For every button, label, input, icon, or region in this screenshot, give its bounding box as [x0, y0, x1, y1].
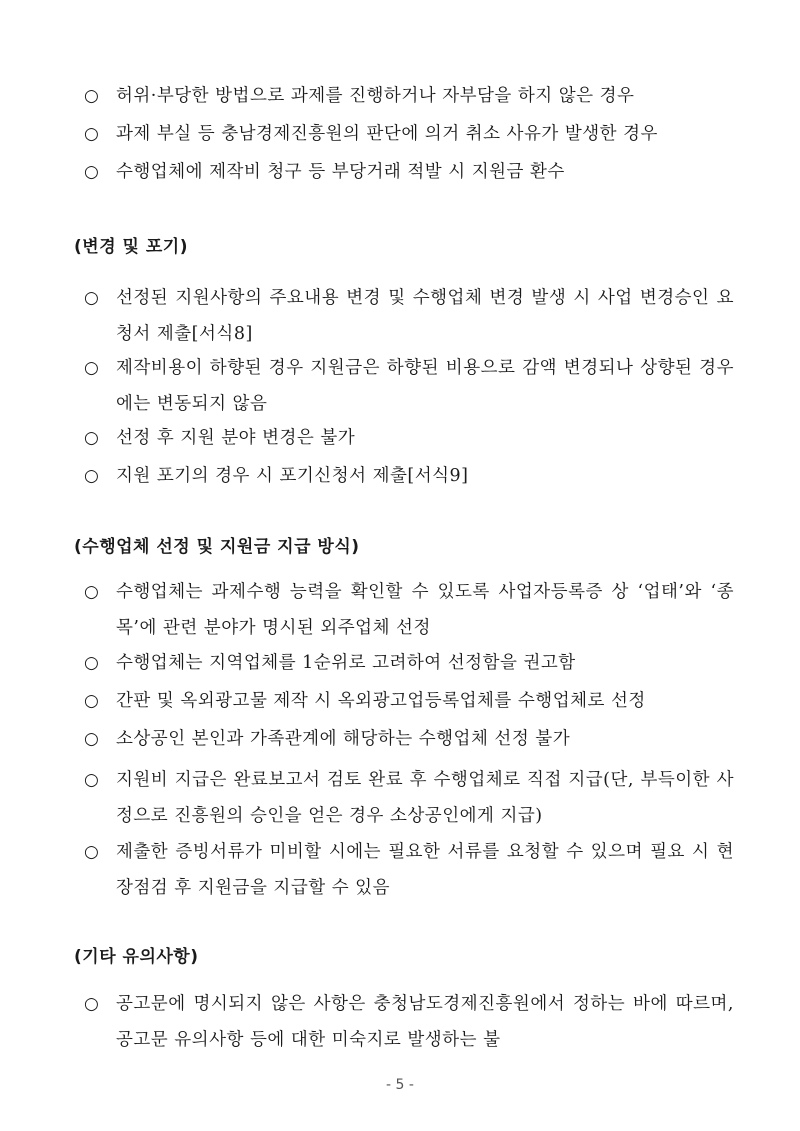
- circle-bullet-icon: ○: [84, 582, 100, 602]
- circle-bullet-icon: ○: [84, 124, 100, 144]
- circle-bullet-icon: ○: [84, 842, 100, 862]
- circle-bullet-icon: ○: [84, 428, 100, 448]
- list-item: [84, 458, 734, 494]
- item-text: 과제 부실 등 충남경제진흥원의 판단에 의거 취소 사유가 발생한 경우: [116, 124, 658, 144]
- item-text: 공고문에 명시되지 않은 사항은 충청남도경제진흥원에서 정하는 바에 따르며, 공고문 유의사항 등에 대한 미숙지로 발생하는 불: [116, 994, 734, 1050]
- list-item: [84, 721, 734, 757]
- list-item: [84, 683, 734, 719]
- page-number: - 5 -: [386, 1077, 414, 1093]
- circle-bullet-icon: ○: [84, 466, 100, 486]
- list-item: [84, 762, 734, 834]
- list-item: [84, 78, 734, 114]
- list-item: [84, 280, 734, 352]
- list-item: [84, 154, 734, 190]
- item-text: 수행업체에 제작비 청구 등 부당거래 적발 시 지원금 환수: [116, 162, 565, 182]
- item-text: 지원비 지급은 완료보고서 검토 완료 후 수행업체로 직접 지급(단, 부득이한 사정으로 진흥원의 승인을 얻은 경우 소상공인에게 지급): [116, 770, 734, 826]
- list-item: [84, 350, 734, 422]
- item-text: 선정 후 지원 분야 변경은 불가: [116, 428, 356, 448]
- section-heading-vendor-selection: (수행업체 선정 및 지원금 지급 방식): [74, 537, 360, 557]
- circle-bullet-icon: ○: [84, 358, 100, 378]
- item-text: 허위·부당한 방법으로 과제를 진행하거나 자부담을 하지 않은 경우: [116, 86, 635, 106]
- circle-bullet-icon: ○: [84, 770, 100, 790]
- item-text: 소상공인 본인과 가족관계에 해당하는 수행업체 선정 불가: [116, 729, 571, 749]
- circle-bullet-icon: ○: [84, 729, 100, 749]
- circle-bullet-icon: ○: [84, 691, 100, 711]
- item-text: 제작비용이 하향된 경우 지원금은 하향된 비용으로 감액 변경되나 상향된 경우에는 변동되지 않음: [116, 358, 734, 414]
- item-text: 간판 및 옥외광고물 제작 시 옥외광고업등록업체를 수행업체로 선정: [116, 691, 646, 711]
- item-text: 제출한 증빙서류가 미비할 시에는 필요한 서류를 요청할 수 있으며 필요 시 현장점검 후 지원금을 지급할 수 있음: [116, 842, 734, 898]
- list-item: [84, 574, 734, 646]
- circle-bullet-icon: ○: [84, 288, 100, 308]
- list-item: [84, 645, 734, 681]
- circle-bullet-icon: ○: [84, 994, 100, 1014]
- item-text: 선정된 지원사항의 주요내용 변경 및 수행업체 변경 발생 시 사업 변경승인 요청서 제출[서식8]: [116, 288, 734, 344]
- list-item: [84, 116, 734, 152]
- item-text: 지원 포기의 경우 시 포기신청서 제출[서식9]: [116, 466, 469, 486]
- section-heading-other-notes: (기타 유의사항): [74, 947, 199, 967]
- circle-bullet-icon: ○: [84, 653, 100, 673]
- section-heading-change-waiver: (변경 및 포기): [74, 237, 188, 257]
- list-item: [84, 420, 734, 456]
- item-text: 수행업체는 지역업체를 1순위로 고려하여 선정함을 권고함: [116, 653, 576, 673]
- item-text: 수행업체는 과제수행 능력을 확인할 수 있도록 사업자등록증 상 ‘업태’와 ‘종목’에 관련 분야가 명시된 외주업체 선정: [116, 582, 734, 638]
- circle-bullet-icon: ○: [84, 86, 100, 106]
- list-item: [84, 834, 734, 906]
- circle-bullet-icon: ○: [84, 162, 100, 182]
- list-item: [84, 986, 734, 1058]
